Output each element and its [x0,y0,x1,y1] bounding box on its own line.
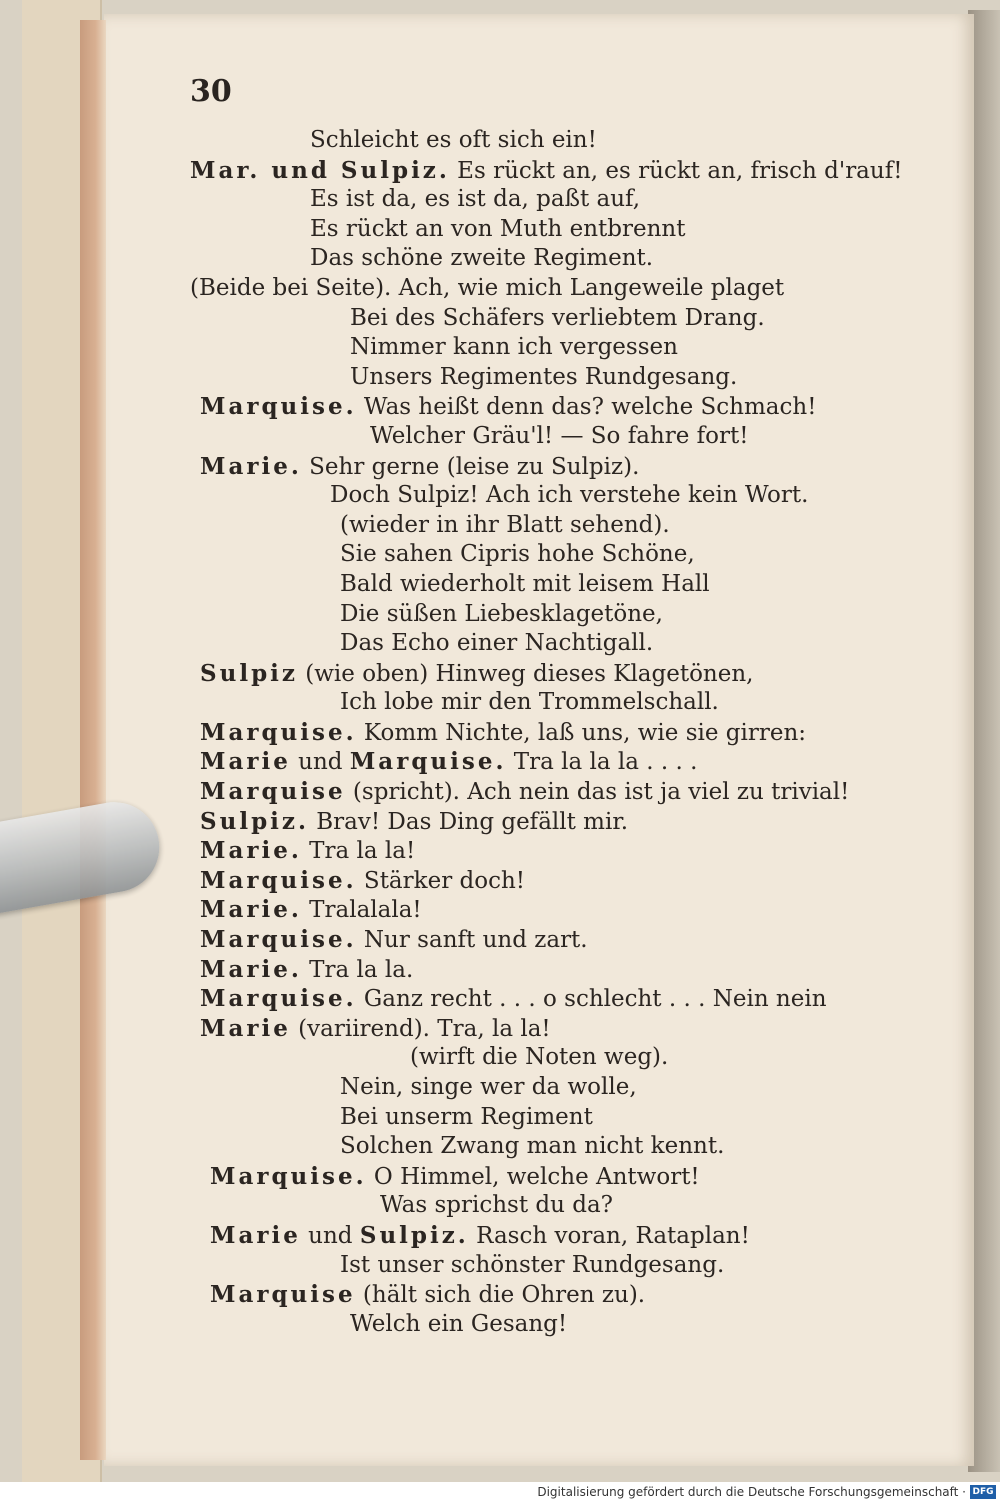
page-number: 30 [190,74,232,109]
text-line [190,925,910,955]
speaker-name: Marie. [200,837,302,865]
page-text [190,126,910,1339]
speaker-name: Mar. und Sulpiz. [190,156,450,184]
text-line [190,481,910,511]
line-text: Bei des Schäfers verliebtem Drang. [350,304,765,331]
text-line [190,895,910,925]
text-line [190,274,910,304]
line-text: (wieder in ihr Blatt sehend). [340,511,670,538]
text-line [190,659,910,689]
text-line [190,807,910,837]
speaker-name: Marquise [210,1281,356,1309]
text-line [190,629,910,659]
line-text: (Beide bei Seite). Ach, wie mich Langeweile plaget [190,274,785,301]
line-text: Rasch voran, Rataplan! [468,1222,750,1249]
line-text: Schleicht es oft sich ein! [310,127,597,153]
speaker-name: Marquise. [349,748,507,776]
line-text: (spricht). Ach nein das ist ja viel zu trivial! [345,779,850,806]
line-text: (hält sich die Ohren zu). [355,1282,646,1309]
line-text: Ich lobe mir den Trommelschall. [340,689,719,716]
text-line [190,392,910,422]
text-line [190,540,910,570]
line-text: Welch ein Gesang! [350,1310,568,1337]
footer [0,1482,1000,1504]
text-line [190,333,910,363]
text-line [190,244,910,274]
line-text: und [300,1222,360,1249]
line-text: Es rückt an, es rückt an, frisch d'rauf! [449,157,903,184]
text-line [190,363,910,393]
speaker-name: Marquise. [200,866,357,894]
text-line [190,777,910,807]
text-line [190,185,910,215]
speaker-name: Marquise. [200,718,357,746]
line-text: Komm Nichte, laß uns, wie sie girren: [356,719,807,746]
line-text: Stärker doch! [356,867,526,894]
line-text: Das schöne zweite Regiment. [310,245,654,272]
line-text: O Himmel, welche Antwort! [366,1163,700,1190]
line-text: Welcher Gräu'l! — So fahre fort! [370,422,749,449]
line-text: (wirft die Noten weg). [410,1044,669,1071]
line-text: Bald wiederholt mit leisem Hall [340,570,710,597]
line-text: Doch Sulpiz! Ach ich verstehe kein Wort. [330,482,809,509]
footer-credit: Digitalisierung gefördert durch die Deutsche Forschungsgemeinschaft · [537,1485,966,1499]
text-line [190,718,910,748]
text-line [190,1310,910,1340]
text-line [190,955,910,985]
speaker-name: Sulpiz. [359,1221,469,1249]
text-line [190,1221,910,1251]
text-line [190,1251,910,1281]
line-text: Ist unser schönster Rundgesang. [340,1251,725,1278]
text-line [190,600,910,630]
line-text: und [290,749,350,776]
line-text: Brav! Das Ding gefällt mir. [308,808,629,835]
text-line [190,1280,910,1310]
line-text: Sehr gerne (leise zu Sulpiz). [301,453,640,480]
speaker-name: Sulpiz [200,659,298,687]
line-text: Nein, singe wer da wolle, [340,1074,637,1100]
text-line [190,866,910,896]
text-line [190,570,910,600]
text-line [190,688,910,718]
text-line [190,126,910,156]
line-text: Es ist da, es ist da, paßt auf, [310,186,641,213]
line-text: Tra la la la . . . . [506,749,698,776]
line-text: (wie oben) Hinweg dieses Klagetönen, [297,660,754,687]
line-text: Tra la la! [301,838,416,865]
text-line [190,1132,910,1162]
line-text: (variirend). Tra, la la! [290,1015,551,1042]
line-text: Tra la la. [301,956,414,983]
text-line [190,156,910,186]
text-line [190,1103,910,1133]
line-text: Nimmer kann ich vergessen [350,334,678,361]
speaker-name: Marie. [200,452,302,480]
line-text: Sie sahen Cipris hohe Schöne, [340,541,695,568]
speaker-name: Marie. [200,896,302,924]
text-line [190,747,910,777]
line-text: Was sprichst du da? [380,1192,614,1219]
speaker-name: Sulpiz. [200,807,309,835]
line-text: Tralalala! [301,897,422,924]
line-text: Ganz recht . . . o schlecht . . . Nein nein [356,986,827,1013]
line-text: Unsers Regimentes Rundgesang. [350,363,738,390]
speaker-name: Marquise. [210,1162,367,1190]
text-line [190,215,910,245]
line-text: Bei unserm Regiment [340,1103,593,1130]
speaker-name: Marquise. [200,926,357,954]
line-text: Das Echo einer Nachtigall. [340,630,654,657]
line-text: Nur sanft und zart. [356,927,588,954]
speaker-name: Marie [200,1014,291,1042]
text-line [190,1073,910,1103]
line-text: Es rückt an von Muth entbrennt [310,215,686,242]
text-line [190,511,910,541]
line-text: Was heißt denn das? welche Schmach! [356,394,817,421]
text-line [190,984,910,1014]
text-line [190,1162,910,1192]
page-edge [80,20,106,1460]
speaker-name: Marie. [200,955,302,983]
text-line [190,1043,910,1073]
text-line [190,1014,910,1044]
text-line [190,1191,910,1221]
text-line [190,452,910,482]
dfg-logo: DFG [970,1485,996,1499]
speaker-name: Marie [200,748,291,776]
line-text: Solchen Zwang man nicht kennt. [340,1133,725,1160]
text-line [190,304,910,334]
speaker-name: Marquise [200,778,346,806]
text-line [190,836,910,866]
speaker-name: Marquise. [200,985,357,1013]
text-line [190,422,910,452]
speaker-name: Marquise. [200,393,357,421]
speaker-name: Marie [210,1221,301,1249]
line-text: Die süßen Liebesklagetöne, [340,600,663,627]
